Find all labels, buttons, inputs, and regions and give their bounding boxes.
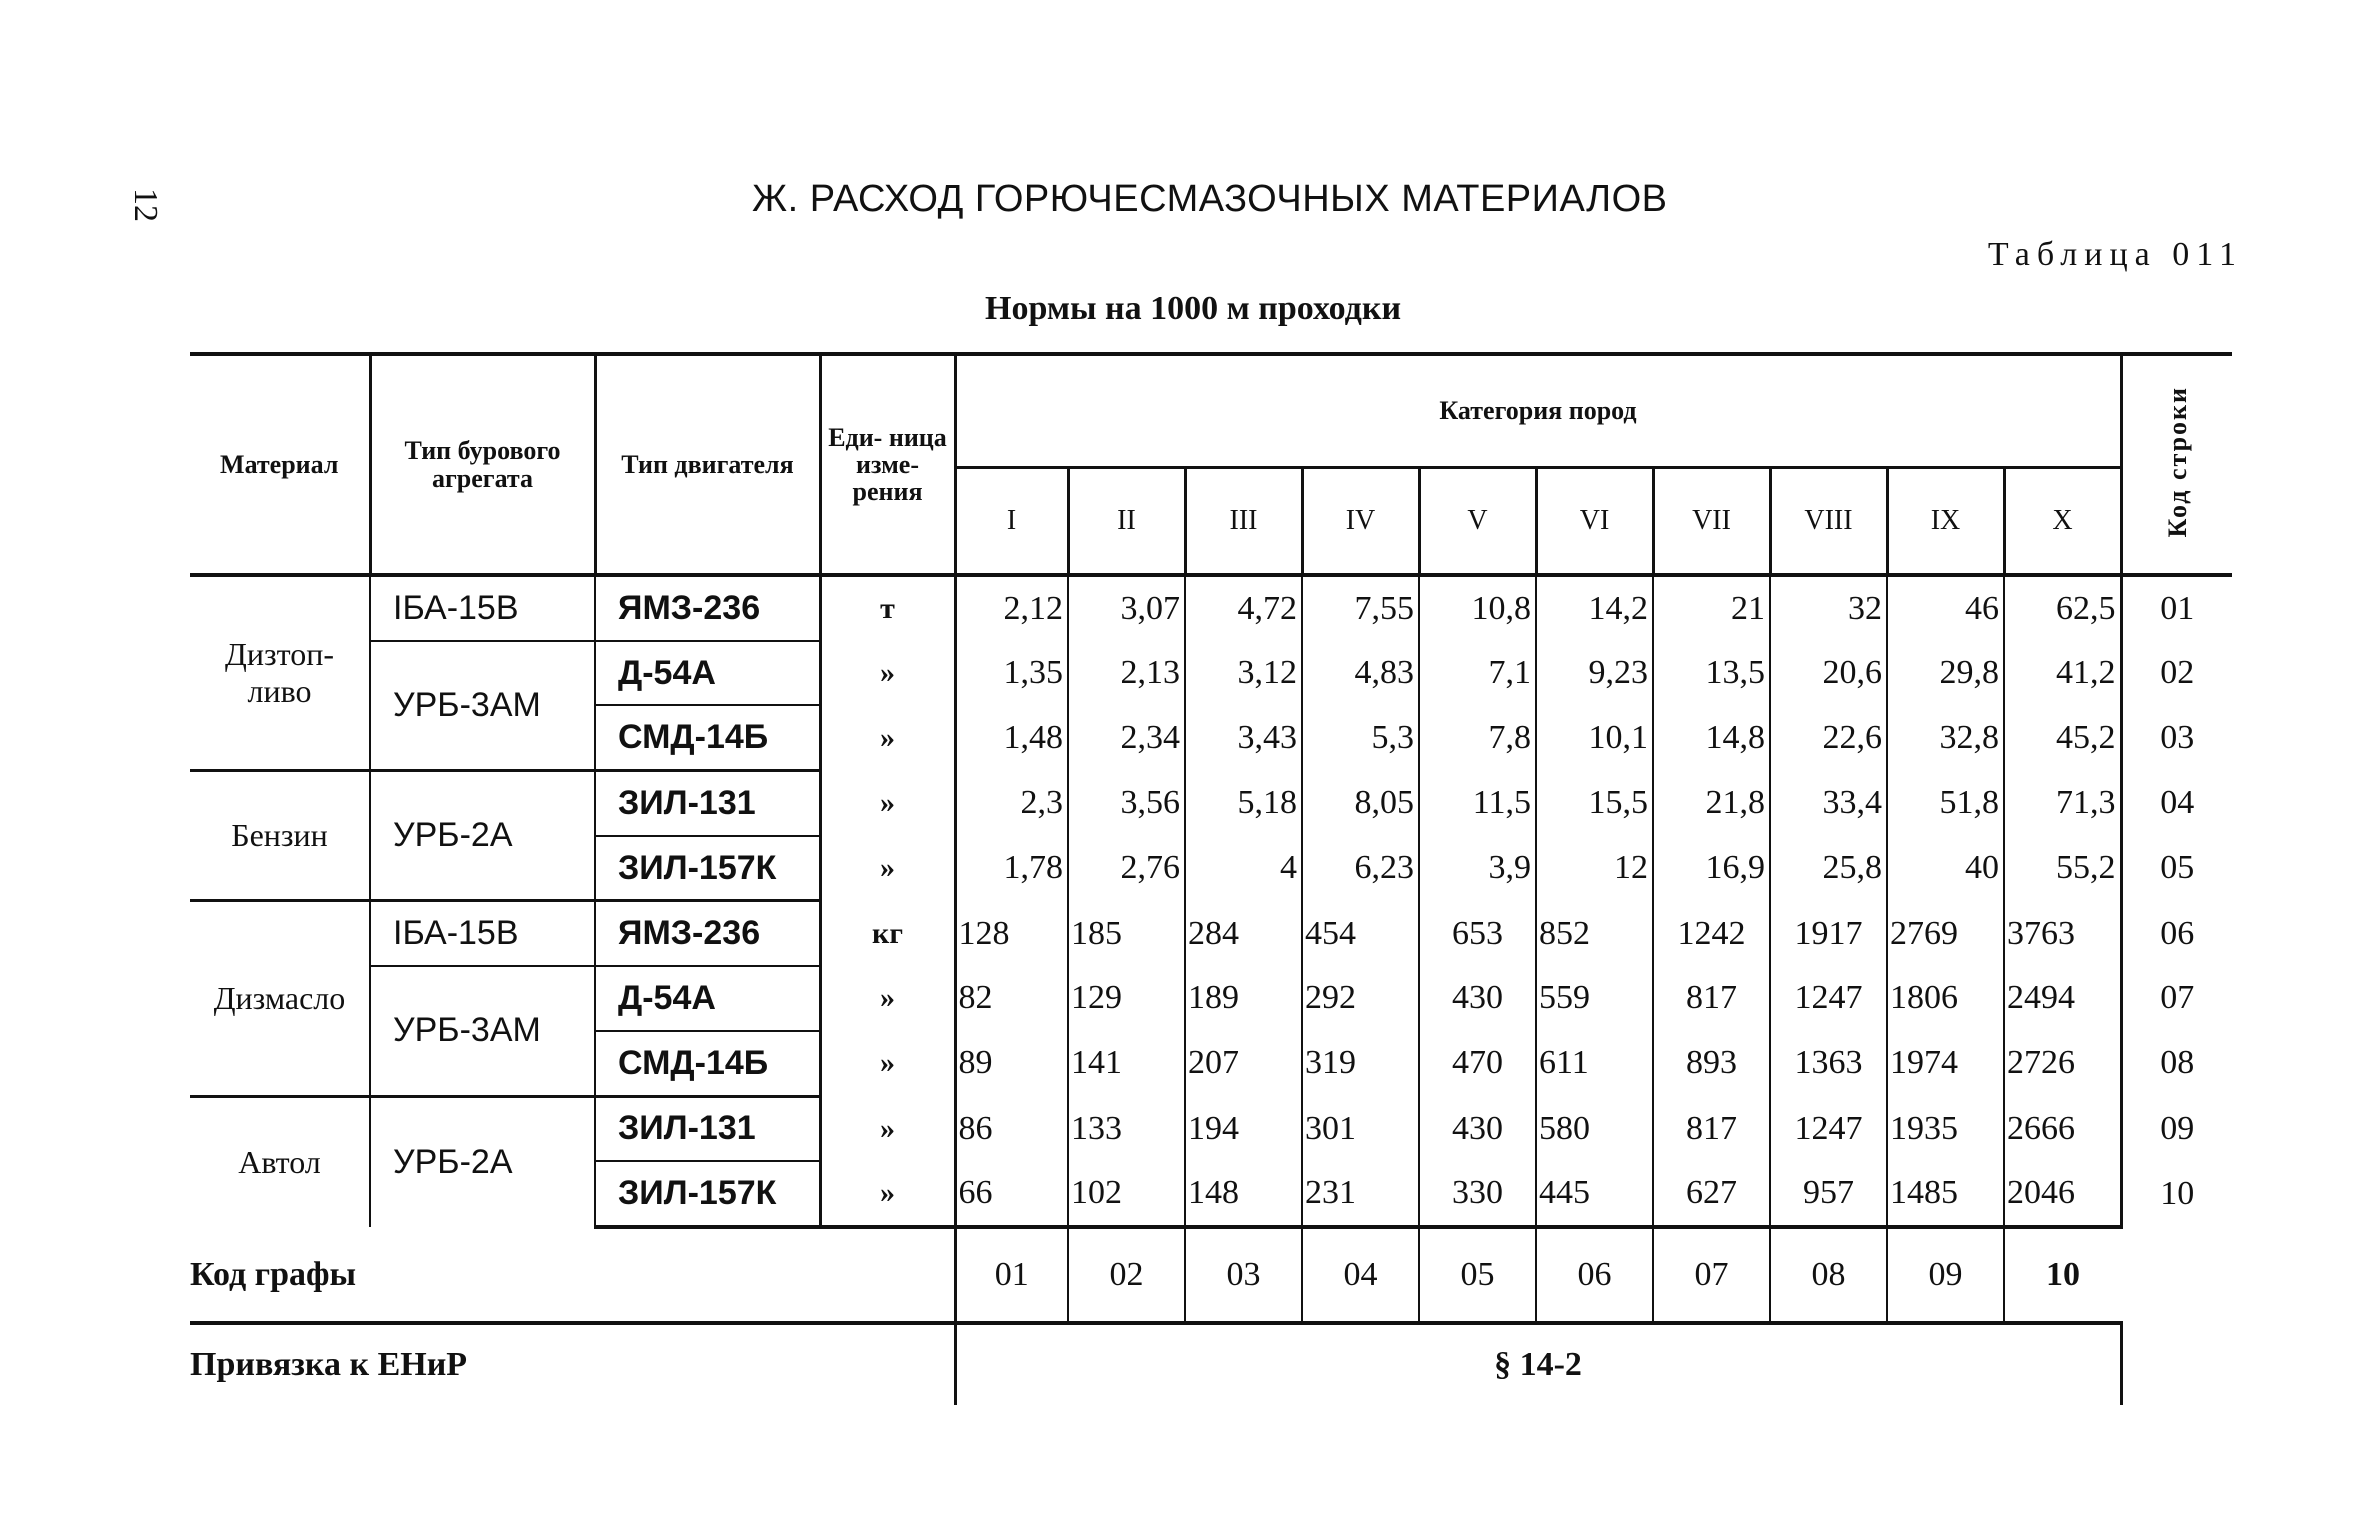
value-cell: 4,72: [1185, 575, 1302, 641]
value-cell: 8,05: [1302, 771, 1419, 836]
value-cell: 4: [1185, 836, 1302, 901]
row-code-cell: 04: [2121, 771, 2232, 836]
row-code-cell: 08: [2121, 1031, 2232, 1096]
unit-cell: »: [820, 641, 955, 706]
column-code: 08: [1770, 1227, 1887, 1323]
category-header: III: [1185, 468, 1302, 576]
value-cell: 1,48: [955, 705, 1068, 770]
row-code-cell: 01: [2121, 575, 2232, 641]
engine-cell: ЯМЗ-236: [595, 901, 820, 966]
value-cell: 2046: [2004, 1161, 2121, 1227]
value-cell: 1247: [1770, 966, 1887, 1031]
value-cell: 2494: [2004, 966, 2121, 1031]
column-code: 01: [955, 1227, 1068, 1323]
header-unit: Еди- ница изме- рения: [820, 354, 955, 575]
value-cell: 1,35: [955, 641, 1068, 706]
value-cell: 627: [1653, 1161, 1770, 1227]
value-cell: 284: [1185, 901, 1302, 966]
unit-cell: »: [820, 1161, 955, 1227]
value-cell: 55,2: [2004, 836, 2121, 901]
column-code: 09: [1887, 1227, 2004, 1323]
norms-table: [190, 352, 2232, 1405]
category-header: I: [955, 468, 1068, 576]
value-cell: 580: [1536, 1096, 1653, 1161]
value-cell: 653: [1419, 901, 1536, 966]
value-cell: 102: [1068, 1161, 1185, 1227]
value-cell: 21,8: [1653, 771, 1770, 836]
value-cell: 148: [1185, 1161, 1302, 1227]
aggregate-cell: УРБ-2А: [370, 771, 595, 901]
category-header: X: [2004, 468, 2121, 576]
unit-cell: »: [820, 836, 955, 901]
row-code-cell: 03: [2121, 705, 2232, 770]
column-code: 06: [1536, 1227, 1653, 1323]
column-code: 03: [1185, 1227, 1302, 1323]
value-cell: 2726: [2004, 1031, 2121, 1096]
value-cell: 194: [1185, 1096, 1302, 1161]
unit-cell: »: [820, 1031, 955, 1096]
row-code-cell: 09: [2121, 1096, 2232, 1161]
value-cell: 3,43: [1185, 705, 1302, 770]
unit-cell: »: [820, 705, 955, 770]
value-cell: 141: [1068, 1031, 1185, 1096]
row-code-cell: 10: [2121, 1161, 2232, 1227]
value-cell: 4,83: [1302, 641, 1419, 706]
header-category: Категория пород: [955, 354, 2121, 468]
material-cell: Дизтоп- ливо: [225, 636, 334, 710]
category-header: II: [1068, 468, 1185, 576]
value-cell: 5,3: [1302, 705, 1419, 770]
header-material: Материал: [190, 354, 370, 575]
value-cell: 1935: [1887, 1096, 2004, 1161]
value-cell: 7,55: [1302, 575, 1419, 641]
value-cell: 1,78: [955, 836, 1068, 901]
value-cell: 301: [1302, 1096, 1419, 1161]
value-cell: 7,8: [1419, 705, 1536, 770]
category-header: IV: [1302, 468, 1419, 576]
header-aggregate: Тип бурового агрегата: [370, 354, 595, 575]
row-code-cell: 06: [2121, 901, 2232, 966]
value-cell: 46: [1887, 575, 2004, 641]
value-cell: 957: [1770, 1161, 1887, 1227]
value-cell: 330: [1419, 1161, 1536, 1227]
unit-cell: т: [820, 575, 955, 641]
value-cell: 1363: [1770, 1031, 1887, 1096]
value-cell: 15,5: [1536, 771, 1653, 836]
value-cell: 16,9: [1653, 836, 1770, 901]
row-code-label: Код строки: [2162, 386, 2192, 538]
engine-cell: ЗИЛ-131: [595, 1096, 820, 1161]
header-row-code: [2121, 354, 2232, 575]
material-cell: Дизмасло: [190, 901, 370, 1096]
value-cell: 128: [955, 901, 1068, 966]
value-cell: 3,12: [1185, 641, 1302, 706]
row-code-cell: 05: [2121, 836, 2232, 901]
table-row: [190, 1096, 2232, 1161]
engine-cell: СМД-14Б: [595, 705, 820, 770]
value-cell: 10,8: [1419, 575, 1536, 641]
value-cell: 1917: [1770, 901, 1887, 966]
table-row: [190, 966, 2232, 1031]
value-cell: 13,5: [1653, 641, 1770, 706]
value-cell: 2,12: [955, 575, 1068, 641]
table-row: [190, 901, 2232, 966]
column-code: 04: [1302, 1227, 1419, 1323]
engine-cell: Д-54А: [595, 966, 820, 1031]
value-cell: 3,07: [1068, 575, 1185, 641]
value-cell: 430: [1419, 966, 1536, 1031]
material-cell: Автол: [190, 1096, 370, 1227]
value-cell: 2666: [2004, 1096, 2121, 1161]
binding-value: § 14-2: [955, 1323, 2121, 1405]
value-cell: 71,3: [2004, 771, 2121, 836]
value-cell: 86: [955, 1096, 1068, 1161]
value-cell: 40: [1887, 836, 2004, 901]
value-cell: 2,3: [955, 771, 1068, 836]
value-cell: 1806: [1887, 966, 2004, 1031]
value-cell: 1485: [1887, 1161, 2004, 1227]
value-cell: 9,23: [1536, 641, 1653, 706]
value-cell: 82: [955, 966, 1068, 1031]
table-row: [190, 641, 2232, 706]
value-cell: 32,8: [1887, 705, 2004, 770]
page-number: 12: [127, 188, 164, 222]
value-cell: 1974: [1887, 1031, 2004, 1096]
value-cell: 445: [1536, 1161, 1653, 1227]
value-cell: 893: [1653, 1031, 1770, 1096]
table-row: [190, 575, 2232, 641]
value-cell: 133: [1068, 1096, 1185, 1161]
value-cell: 6,23: [1302, 836, 1419, 901]
value-cell: 22,6: [1770, 705, 1887, 770]
column-code-label: Код графы: [190, 1227, 955, 1323]
aggregate-cell: УРБ-2А: [370, 1096, 595, 1227]
value-cell: 41,2: [2004, 641, 2121, 706]
column-code: 07: [1653, 1227, 1770, 1323]
engine-cell: СМД-14Б: [595, 1031, 820, 1096]
unit-cell: кг: [820, 901, 955, 966]
value-cell: 14,8: [1653, 705, 1770, 770]
table-subtitle: Нормы на 1000 м проходки: [985, 290, 1402, 327]
engine-cell: Д-54А: [595, 641, 820, 706]
category-header: VII: [1653, 468, 1770, 576]
category-header: V: [1419, 468, 1536, 576]
binding-label: Привязка к ЕНиР: [190, 1345, 468, 1383]
unit-cell: »: [820, 771, 955, 836]
value-cell: 20,6: [1770, 641, 1887, 706]
engine-cell: ЗИЛ-157К: [595, 836, 820, 901]
value-cell: 817: [1653, 966, 1770, 1031]
value-cell: 817: [1653, 1096, 1770, 1161]
material-cell: Бензин: [190, 771, 370, 901]
value-cell: 2,76: [1068, 836, 1185, 901]
value-cell: 32: [1770, 575, 1887, 641]
value-cell: 852: [1536, 901, 1653, 966]
engine-cell: ЗИЛ-157К: [595, 1161, 820, 1227]
category-header: IX: [1887, 468, 2004, 576]
engine-cell: ЗИЛ-131: [595, 771, 820, 836]
value-cell: 207: [1185, 1031, 1302, 1096]
value-cell: 1247: [1770, 1096, 1887, 1161]
value-cell: 62,5: [2004, 575, 2121, 641]
value-cell: 29,8: [1887, 641, 2004, 706]
value-cell: 2,13: [1068, 641, 1185, 706]
category-header: VI: [1536, 468, 1653, 576]
table-label: Таблица 011: [1987, 236, 2243, 273]
value-cell: 470: [1419, 1031, 1536, 1096]
value-cell: 2769: [1887, 901, 2004, 966]
value-cell: 2,34: [1068, 705, 1185, 770]
value-cell: 3763: [2004, 901, 2121, 966]
value-cell: 21: [1653, 575, 1770, 641]
value-cell: 129: [1068, 966, 1185, 1031]
value-cell: 5,18: [1185, 771, 1302, 836]
value-cell: 3,9: [1419, 836, 1536, 901]
value-cell: 10,1: [1536, 705, 1653, 770]
table-row: [190, 771, 2232, 836]
unit-cell: »: [820, 1096, 955, 1161]
value-cell: 559: [1536, 966, 1653, 1031]
header-engine: Тип двигателя: [595, 354, 820, 575]
value-cell: 3,56: [1068, 771, 1185, 836]
value-cell: 611: [1536, 1031, 1653, 1096]
column-code: 05: [1419, 1227, 1536, 1323]
engine-cell: ЯМЗ-236: [595, 575, 820, 641]
value-cell: 189: [1185, 966, 1302, 1031]
value-cell: 14,2: [1536, 575, 1653, 641]
value-cell: 25,8: [1770, 836, 1887, 901]
value-cell: 430: [1419, 1096, 1536, 1161]
row-code-cell: 07: [2121, 966, 2232, 1031]
value-cell: 89: [955, 1031, 1068, 1096]
value-cell: 319: [1302, 1031, 1419, 1096]
row-code-cell: 02: [2121, 641, 2232, 706]
value-cell: 51,8: [1887, 771, 2004, 836]
value-cell: 12: [1536, 836, 1653, 901]
value-cell: 7,1: [1419, 641, 1536, 706]
aggregate-cell: УРБ-3АМ: [370, 641, 595, 771]
category-header: VIII: [1770, 468, 1887, 576]
value-cell: 1242: [1653, 901, 1770, 966]
aggregate-cell: IБА-15В: [370, 575, 595, 641]
aggregate-cell: УРБ-3АМ: [370, 966, 595, 1096]
value-cell: 231: [1302, 1161, 1419, 1227]
value-cell: 45,2: [2004, 705, 2121, 770]
value-cell: 11,5: [1419, 771, 1536, 836]
value-cell: 33,4: [1770, 771, 1887, 836]
value-cell: 292: [1302, 966, 1419, 1031]
value-cell: 66: [955, 1161, 1068, 1227]
aggregate-cell: IБА-15В: [370, 901, 595, 966]
value-cell: 185: [1068, 901, 1185, 966]
column-code: 02: [1068, 1227, 1185, 1323]
value-cell: 454: [1302, 901, 1419, 966]
section-title: Ж. РАСХОД ГОРЮЧЕСМАЗОЧНЫХ МАТЕРИАЛОВ: [752, 178, 1668, 220]
unit-cell: »: [820, 966, 955, 1031]
column-code: 10: [2004, 1227, 2121, 1323]
